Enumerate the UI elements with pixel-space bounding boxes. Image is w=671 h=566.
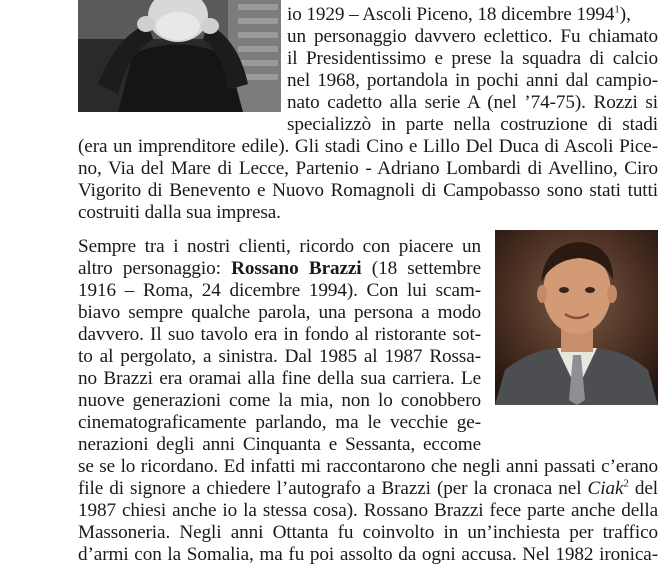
rossano-brazzi-photo-art <box>495 230 658 405</box>
para1-line-1 <box>287 4 658 26</box>
para2-line-4: biavo sempre qualche parola, una persona a modo <box>78 302 481 323</box>
para1-line-8: no, Via del Mare di Lecce, Partenio - Adriano Lombardi di Avellino, Ciro <box>78 158 658 179</box>
para2-line-12-text: file di signore a chiedere l’autografo a Brazzi (per la cronaca nel <box>78 478 588 499</box>
para1-line-3: il Presidentissimo e prese la squadra di calcio <box>287 48 658 69</box>
para1-line-9: Vigorito di Benevento e Nuovo Romagnoli di Campobasso sono stati tutti <box>78 180 658 201</box>
para2-line-15: d’armi con la Somalia, ma fu poi assolto da ogni accusa. Nel 1982 ironica- <box>78 544 658 565</box>
para1-line-10: costruiti dalla sua impresa. <box>78 202 281 223</box>
para2-line-7: no Brazzi era oramai alla fine della sua carriera. Le <box>78 368 481 389</box>
person-name-bold: Rossano Brazzi <box>231 258 362 279</box>
para2-line-14: Massoneria. Negli anni Ottanta fu coinvolto in un’inchiesta per traffico <box>78 522 658 543</box>
para2-line-2-end: (18 settembre <box>361 258 481 279</box>
para2-line-13: 1987 chiesi anche io la stessa cosa). Rossano Brazzi fece parte anche della <box>78 500 658 521</box>
para2-line-12-end: del <box>628 478 659 499</box>
para2-line-1: Sempre tra i nostri clienti, ricordo con piacere un <box>78 236 481 257</box>
para2-line-12 <box>78 478 658 500</box>
para1-line-2: un personaggio davvero eclettico. Fu chiamato <box>287 26 658 47</box>
footnote-ref-2: 2 <box>623 477 629 490</box>
para2-line-3: 1916 – Roma, 24 dicembre 1994). Con lui scam- <box>78 280 481 301</box>
para1-line-4: nel 1968, portandola in pochi anni dal campio- <box>287 70 658 91</box>
para1-line-7: (era un imprenditore edile). Gli stadi Cino e Lillo Del Duca di Ascoli Pice- <box>78 136 658 157</box>
para2-line-9: cinematograficamente parlando, ma le vecchie ge- <box>78 412 481 433</box>
para1-line-5: nato cadetto alla serie A (nel ’74-75). Rozzi si <box>287 92 658 113</box>
presidentissimo-photo-art <box>78 0 281 112</box>
para1-line-1-end: ), <box>619 4 631 25</box>
para1-line-1-text: io 1929 – Ascoli Piceno, 18 dicembre 1994 <box>287 4 615 25</box>
para2-line-5: davvero. Il suo tavolo era in fondo al ristorante sot- <box>78 324 481 345</box>
rossano-brazzi-photo <box>495 230 658 405</box>
footnote-ref-1: 1 <box>614 3 620 16</box>
para2-line-6: to al pergolato, a sinistra. Dal 1985 al 1987 Rossa- <box>78 346 481 367</box>
para2-line-2 <box>78 258 481 280</box>
para1-line-6: specializzò in parte nella costruzione di stadi <box>287 114 658 135</box>
magazine-title: Ciak <box>587 478 624 499</box>
presidentissimo-photo <box>78 0 281 112</box>
para2-line-2-text: altro personaggio: <box>78 258 232 279</box>
para2-line-11: se se lo ricordano. Ed infatti mi raccontarono che negli anni passati c’erano <box>78 456 658 477</box>
para2-line-10: nerazioni degli anni Cinquanta e Sessanta, eccome <box>78 434 481 455</box>
para2-line-8: nuove generazioni come la mia, non lo conobbero <box>78 390 481 411</box>
